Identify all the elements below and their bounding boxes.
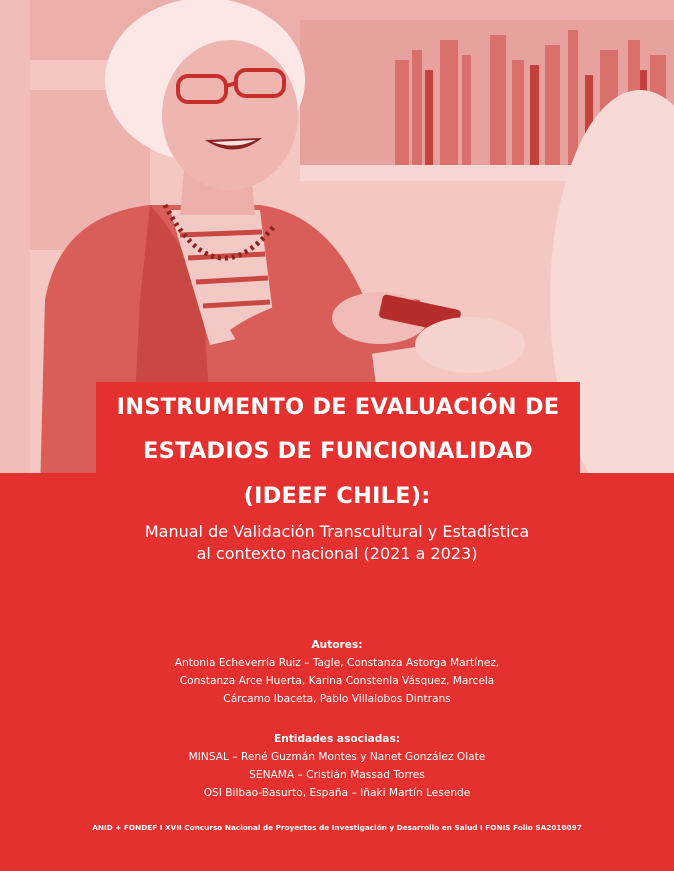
title-line-2-text: ESTADIOS DE FUNCIONALIDAD xyxy=(143,437,533,464)
authors-line: Antonia Echeverría Ruiz – Tagle, Constanza Astorga Martínez, xyxy=(174,657,500,669)
funding-footer: ANID + FONDEF I XVII Concurso Nacional de Proyectos de Investigación y Desarrollo en Salud I FONIS Folio SA2010097 xyxy=(92,823,582,832)
entity-line: MINSAL – René Guzmán Montes y Nanet González Olate xyxy=(188,751,486,763)
title-line-2 xyxy=(96,428,580,473)
authors-line: Cárcamo Ibaceta, Pablo Villalobos Dintrans xyxy=(223,693,451,705)
authors-section xyxy=(0,636,674,708)
title-line-1-text: INSTRUMENTO DE EVALUACIÓN DE xyxy=(116,394,560,420)
subtitle xyxy=(0,521,674,565)
entities-heading: Entidades asociadas: xyxy=(273,733,401,745)
authors-line: Constanza Arce Huerta, Karina Constenla Vásquez, Marcela xyxy=(179,675,495,687)
authors-heading: Autores: xyxy=(311,639,363,651)
entity-line: OSI Bilbao-Basurto, España – Iñaki Martín Lesende xyxy=(203,787,471,799)
entity-line: SENAMA – Cristián Massad Torres xyxy=(249,769,425,781)
subtitle-line-2: al contexto nacional (2021 a 2023) xyxy=(196,544,478,563)
title-line-3-text: (IDEEF CHILE): xyxy=(243,482,431,509)
subtitle-line-1: Manual de Validación Transcultural y Estadística xyxy=(144,522,530,541)
entities-section xyxy=(0,730,674,802)
title-line-3 xyxy=(0,473,674,518)
title-line-1 xyxy=(96,382,580,432)
